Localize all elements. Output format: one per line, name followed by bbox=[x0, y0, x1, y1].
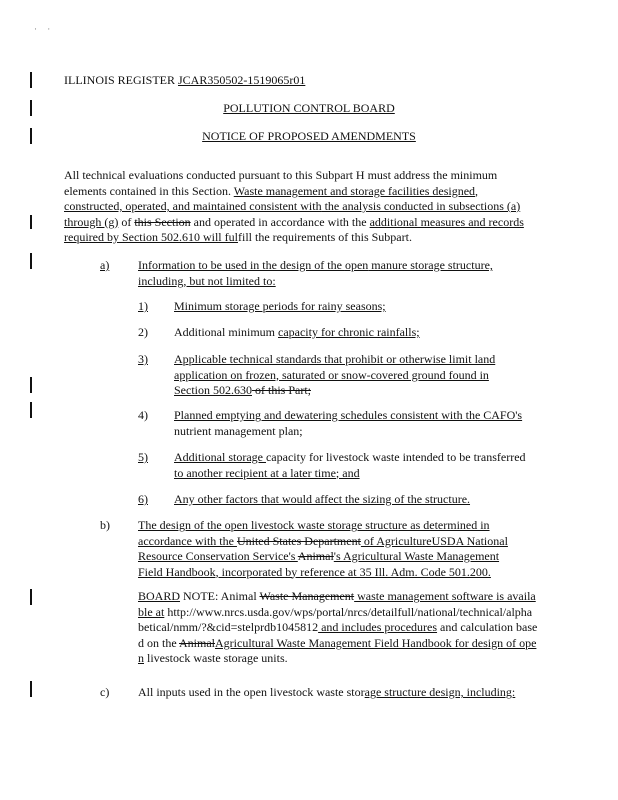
intro-text-2: Waste management and storage facilities designed, constructed, operated, and maintained consistent with bbox=[64, 183, 479, 213]
item-6-num: 6) bbox=[138, 492, 148, 506]
item-6-text: Any other factors that would affect the sizing of the structure. bbox=[174, 492, 471, 506]
note-text-5: and includes procedures bbox=[318, 620, 438, 634]
note-text-8: Agricultural Waste Management Field Handbook for design of open bbox=[138, 635, 537, 665]
agency-title: POLLUTION CONTROL BOARD bbox=[223, 101, 395, 115]
note-text-9: livestock waste storage units. bbox=[144, 651, 288, 665]
register-code: JCAR350502-1519065r01 bbox=[178, 73, 306, 87]
item-5-text-b: capacity for livestock waste intended to be transferred bbox=[265, 450, 526, 464]
subsection-c-text bbox=[138, 685, 538, 701]
change-bar bbox=[30, 215, 32, 229]
b-text-6: 's Agricultural Waste Management Field Handbook, incorporated by reference at 35 Ill. Adm. Code 501.200. bbox=[138, 549, 500, 579]
item-3-num: 3) bbox=[138, 352, 148, 366]
item-4-text-a: Planned emptying and dewatering schedules consistent with the CAFO's bbox=[174, 408, 523, 422]
subsection-b-text bbox=[138, 518, 510, 580]
subsection-a-label: a) bbox=[100, 258, 110, 272]
notice-title: NOTICE OF PROPOSED AMENDMENTS bbox=[202, 129, 416, 143]
subsection-c-label: c) bbox=[100, 685, 110, 699]
b-text-4: USDA National Resource Conservation Service's bbox=[138, 533, 508, 563]
note-url: http://www.nrcs.usda.gov/wps/portal/nrcs/detailfull/national/technical/alphabetical/nmm/?&cid=stelprdb1045812 bbox=[138, 604, 533, 634]
b-text-1: The design of the open livestock waste storage structure as determined in accordance with the bbox=[138, 518, 490, 548]
change-bar bbox=[30, 681, 32, 697]
item-3-text-a: Applicable technical standards that prohibit or otherwise limit land application on frozen, saturated or snow-covered ground found in Section 502.630 bbox=[174, 352, 496, 397]
note-text-7: Animal bbox=[179, 635, 215, 650]
item-4-text bbox=[174, 408, 534, 439]
a-text-1: Information to be used in the design of the bbox=[138, 258, 345, 272]
item-1-text: Minimum storage periods for rainy seasons; bbox=[174, 299, 386, 313]
item-4-num: 4) bbox=[138, 408, 148, 422]
item-5-text-c: to another recipient at a later time; and bbox=[174, 465, 360, 480]
item-2-text-a: Additional minimum bbox=[174, 325, 278, 339]
change-bar bbox=[30, 253, 32, 269]
item-2-text-b: capacity for chronic rainfalls; bbox=[278, 325, 420, 339]
intro-paragraph bbox=[64, 168, 536, 246]
note-text-6: and calculation based on the bbox=[138, 620, 538, 650]
intro-text-4: of bbox=[118, 214, 135, 229]
a-text-2: open bbox=[344, 258, 369, 272]
b-text-3: of Agriculture bbox=[360, 533, 432, 548]
c-text-2: age structure design, including: bbox=[364, 685, 516, 699]
item-3-text bbox=[174, 352, 506, 399]
item-5-text bbox=[174, 450, 534, 481]
item-5-text-a: Additional storage bbox=[174, 450, 266, 464]
note-text-3: waste management software is available at bbox=[138, 589, 536, 619]
note-text-2: Waste Management bbox=[259, 589, 355, 603]
item-4-text-b: nutrient management plan; bbox=[174, 423, 303, 438]
item-2-text bbox=[174, 325, 524, 341]
b-text-2: United States Department bbox=[236, 533, 361, 548]
item-1-num: 1) bbox=[138, 299, 148, 313]
change-bar bbox=[30, 402, 32, 418]
item-5-num: 5) bbox=[138, 450, 148, 464]
board-note bbox=[138, 589, 538, 667]
item-2-num: 2) bbox=[138, 325, 148, 339]
change-bar bbox=[30, 377, 32, 393]
change-bar bbox=[30, 72, 32, 88]
note-text-1: NOTE: Animal bbox=[180, 589, 260, 603]
corner-marks: · · bbox=[34, 24, 55, 34]
register-heading bbox=[64, 73, 305, 89]
subsection-a-text bbox=[138, 258, 508, 289]
b-text-5: Animal bbox=[297, 549, 334, 563]
a-text-3: manure storage structure, including, but not limited to: bbox=[138, 258, 493, 288]
intro-text-7: additional measures and records required by Section 502.610 will ful bbox=[64, 214, 524, 244]
intro-text-6: and operated in accordance with the bbox=[190, 214, 370, 229]
c-text-1: All inputs used in the open livestock waste stor bbox=[138, 685, 365, 699]
subsection-b-label: b) bbox=[100, 518, 110, 532]
intro-text-1: All technical evaluations conducted pursuant to this Subpart H must address the minimum elements contained in this Section. bbox=[64, 168, 498, 198]
intro-text-3: the analysis conducted in subsections (a) through (g) bbox=[64, 199, 521, 229]
intro-text-8: fill the requirements of this Subpart. bbox=[237, 230, 412, 244]
intro-text-5: this Section bbox=[134, 214, 191, 229]
register-prefix: ILLINOIS REGISTER bbox=[64, 73, 175, 87]
note-label: BOARD bbox=[138, 589, 181, 603]
item-3-text-b: of this Part; bbox=[252, 383, 311, 397]
change-bar bbox=[30, 589, 32, 605]
